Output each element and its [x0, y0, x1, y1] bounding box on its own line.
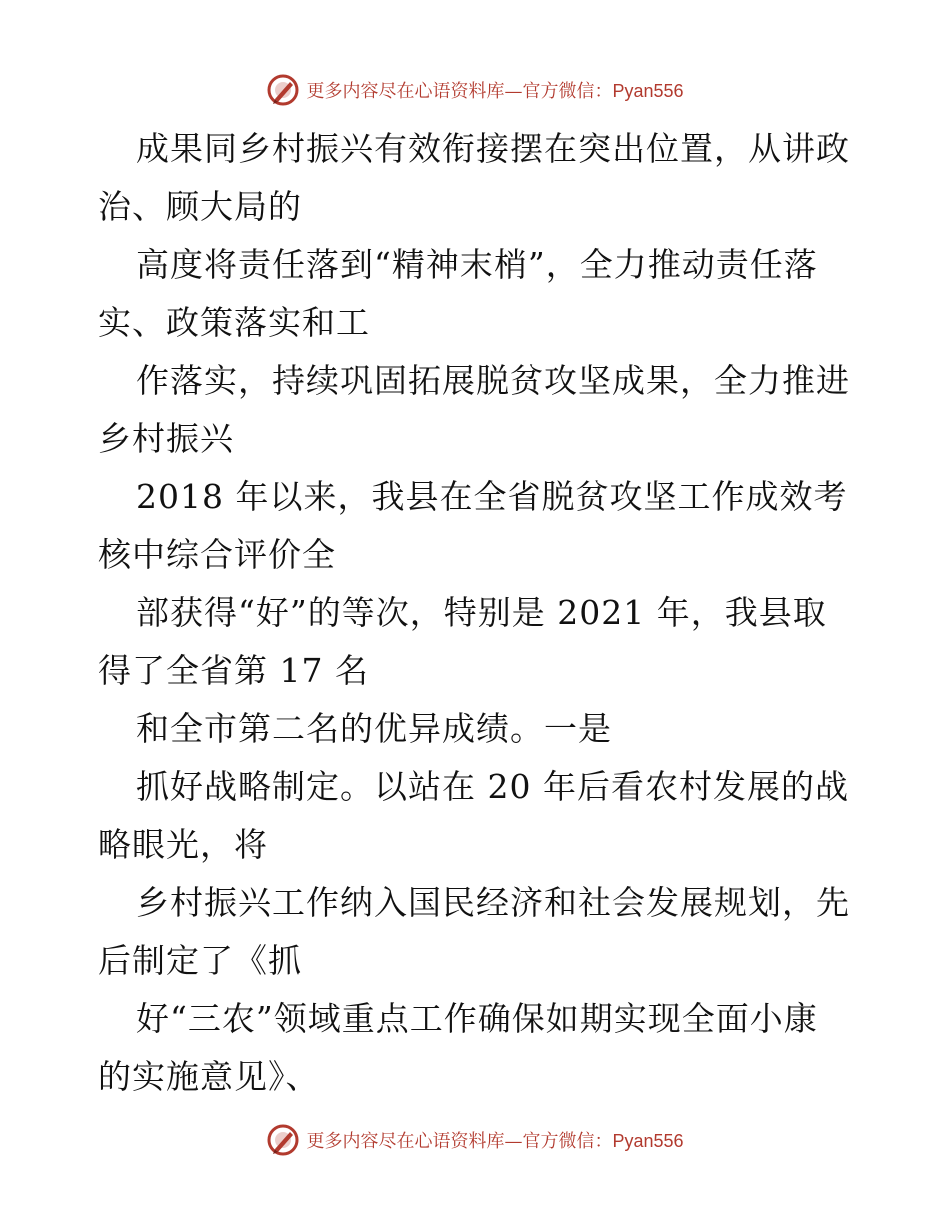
pen-logo-icon [266, 1123, 300, 1157]
body-line: 乡村振兴工作纳入国民经济和社会发展规划，先 [136, 883, 850, 922]
body-line: 部获得“好”的等次，特别是 2021 年，我县取 [136, 593, 827, 632]
header-banner-wechat-id: Pyan556 [612, 81, 684, 101]
body-line: 和全市第二名的优异成绩。一是 [136, 709, 612, 748]
footer-banner-inner [266, 1123, 683, 1157]
footer-banner-wechat-id: Pyan556 [612, 1131, 684, 1151]
document-body [98, 120, 858, 1106]
header-banner [0, 70, 950, 110]
footer-banner-text [306, 1127, 683, 1153]
header-banner-text [306, 77, 683, 103]
body-line: 核中综合评价全 [98, 535, 336, 574]
body-line: 略眼光，将 [98, 825, 268, 864]
body-line: 实、政策落实和工 [98, 303, 370, 342]
header-banner-inner [266, 73, 683, 107]
body-line: 乡村振兴 [98, 419, 234, 458]
footer-banner-cn: 更多内容尽在心语资料库—官方微信： [306, 1131, 613, 1152]
body-line: 抓好战略制定。以站在 20 年后看农村发展的战 [136, 767, 849, 806]
body-line: 得了全省第 17 名 [98, 651, 369, 690]
body-line: 高度将责任落到“精神末梢”，全力推动责任落 [136, 245, 818, 284]
header-banner-cn: 更多内容尽在心语资料库—官方微信： [306, 81, 613, 102]
footer-banner [0, 1120, 950, 1160]
pen-logo-icon [266, 73, 300, 107]
body-line: 的实施意见》、 [98, 1057, 320, 1096]
body-line: 作落实，持续巩固拓展脱贫攻坚成果，全力推进 [136, 361, 850, 400]
body-line: 成果同乡村振兴有效衔接摆在突出位置，从讲政 [136, 129, 850, 168]
body-line: 2018 年以来，我县在全省脱贫攻坚工作成效考 [136, 477, 848, 516]
body-line: 后制定了《抓 [98, 941, 302, 980]
body-line: 治、顾大局的 [98, 187, 302, 226]
body-line: 好“三农”领域重点工作确保如期实现全面小康 [136, 999, 818, 1038]
